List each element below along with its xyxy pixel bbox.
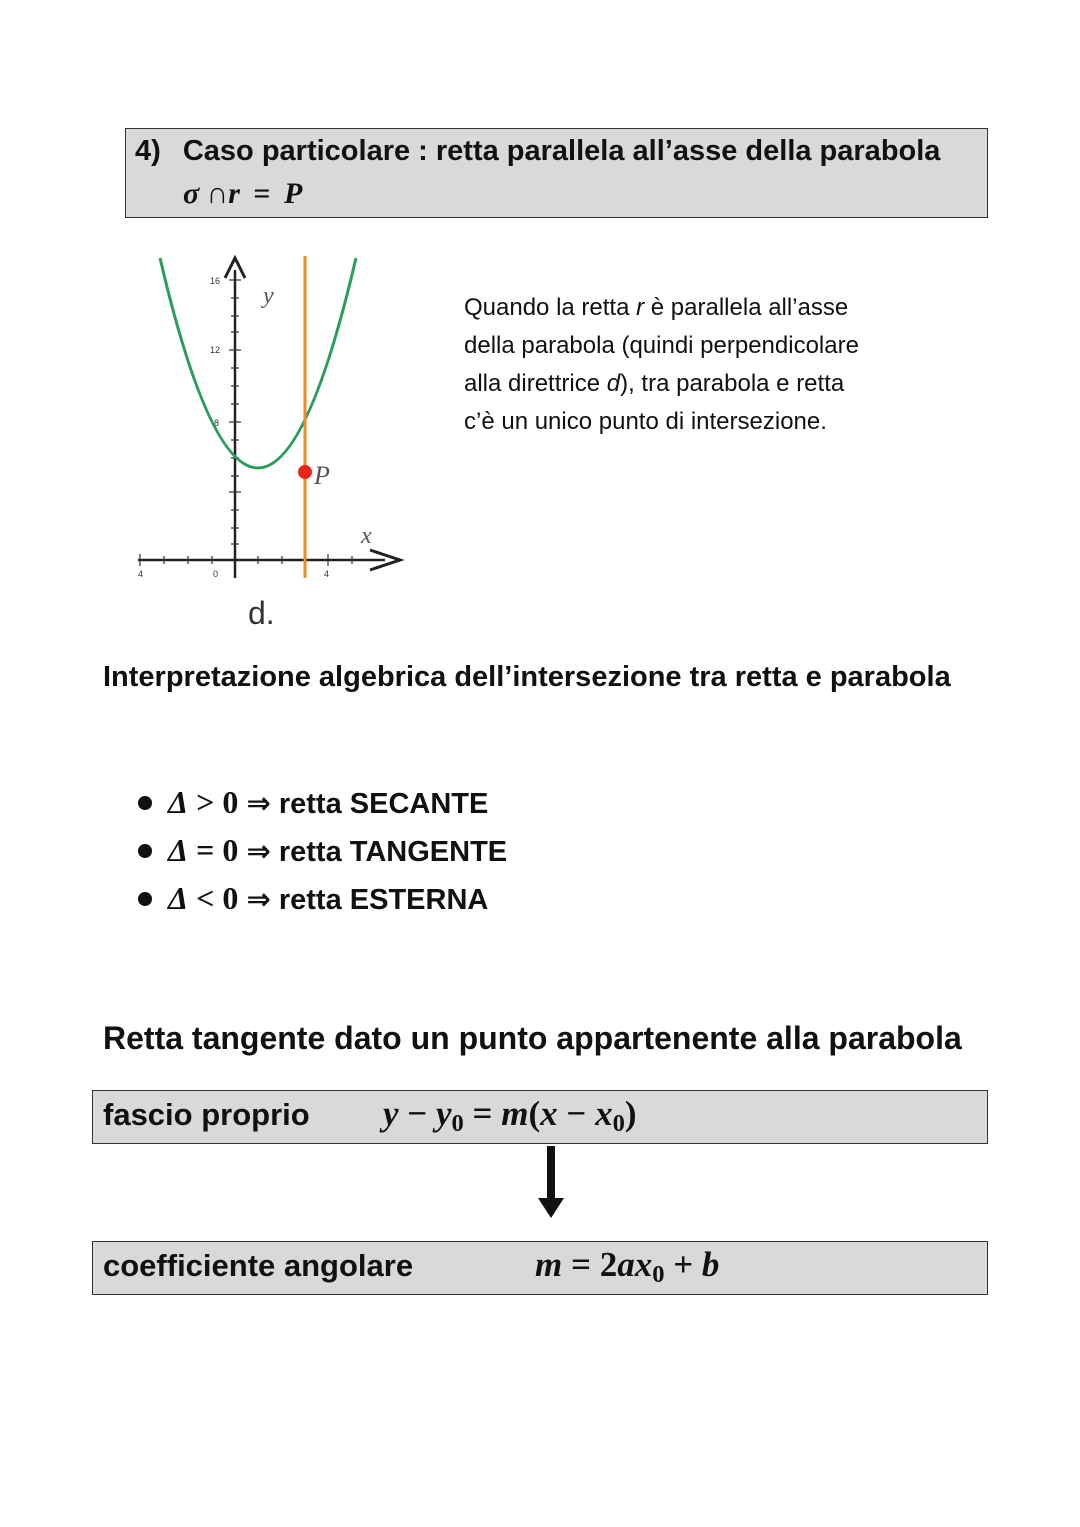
tangent-title: Retta tangente dato un punto appartenente alla parabola — [103, 1020, 962, 1056]
bullet-icon — [138, 844, 152, 858]
fascio-proprio-label: fascio proprio — [103, 1097, 310, 1132]
tick-xneg4: 4 — [138, 569, 144, 579]
fascio-proprio-formula: $y - y_0 = m(x - x_0)$ — [383, 1094, 637, 1138]
graph-caption: d. — [248, 595, 275, 631]
description-line-2: della parabola (quindi perpendicolare — [464, 332, 859, 359]
interpretation-title: Interpretazione algebrica dell’intersezione tra retta e parabola — [103, 661, 951, 693]
description-paragraph — [464, 289, 859, 441]
discriminant-list — [138, 778, 507, 922]
parabola-curve — [160, 258, 356, 468]
point-p — [298, 465, 312, 479]
formula-r: r — [228, 177, 240, 210]
coefficiente-angolare-box — [92, 1241, 988, 1295]
coefficiente-angolare-formula: $m = 2ax_0 + b$ — [535, 1245, 720, 1289]
section4-box — [125, 128, 988, 218]
list-item: Δ < 0 ⇒ retta ESTERNA — [138, 874, 507, 922]
section4-title: Caso particolare : retta parallela all’asse della parabola — [182, 135, 941, 167]
section4-formula — [183, 177, 302, 211]
list-item: Δ > 0 ⇒ retta SECANTE — [138, 778, 507, 826]
coefficiente-angolare-label: coefficiente angolare — [103, 1248, 414, 1283]
description-line-4: c’è un unico punto di intersezione. — [464, 408, 827, 435]
tick-y12: 12 — [210, 345, 221, 355]
tick-origin: 0 — [213, 569, 219, 579]
point-p-label: P — [314, 461, 330, 490]
x-axis-label: x — [361, 523, 372, 549]
formula-cap: ∩ — [206, 177, 229, 210]
formula-p: P — [284, 177, 303, 210]
y-axis-label: y — [263, 283, 274, 309]
section4-title-line — [135, 135, 940, 168]
tick-xpos4: 4 — [324, 569, 330, 579]
section4-number: 4) — [135, 135, 161, 167]
tick-y16: 16 — [210, 276, 221, 286]
description-line-3: alla direttrice d), tra parabola e retta — [464, 370, 845, 397]
description-line-1: Quando la retta r è parallela all’asse — [464, 294, 849, 321]
formula-sigma: σ — [183, 177, 200, 210]
list-item: Δ = 0 ⇒ retta TANGENTE — [138, 826, 507, 874]
bullet-icon — [138, 892, 152, 906]
tick-y8: 8 — [214, 418, 220, 428]
fascio-proprio-box — [92, 1090, 988, 1144]
down-arrow-icon — [536, 1144, 566, 1220]
formula-eq: = — [253, 177, 271, 210]
bullet-icon — [138, 796, 152, 810]
parabola-graph — [130, 248, 420, 593]
